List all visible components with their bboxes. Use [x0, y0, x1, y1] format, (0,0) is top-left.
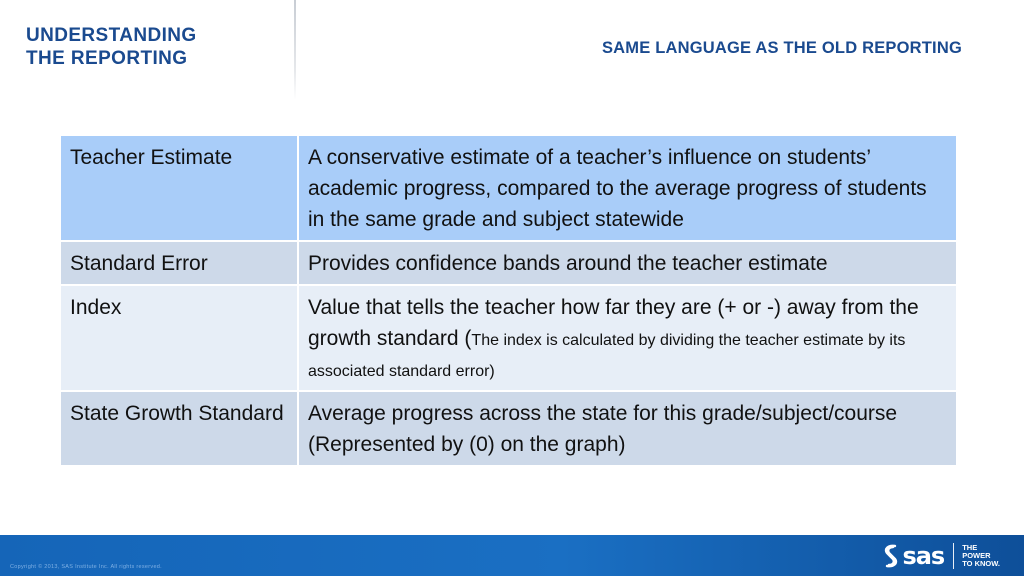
definition-cell: A conservative estimate of a teacher’s influence on students’ academic progress, compared to the average progress of students in the same grade and subject statewide — [298, 135, 957, 241]
definition-cell: Provides confidence bands around the teacher estimate — [298, 241, 957, 285]
tagline-line-1: THE — [962, 542, 978, 552]
definitions-table — [59, 134, 958, 467]
slide-title — [26, 24, 197, 70]
slide-title-line-2: THE REPORTING — [26, 48, 188, 69]
title-divider — [294, 0, 296, 100]
term-cell: Teacher Estimate — [60, 135, 298, 241]
logo-tagline — [962, 544, 1000, 568]
definition-text: Value that tells the teacher how far they are (+ or -) away from the growth standard ( — [308, 296, 919, 350]
definition-cell: Average progress across the state for this grade/subject/course (Represented by (0) on the graph) — [298, 391, 957, 466]
tagline-line-3: TO KNOW. — [962, 558, 1000, 568]
slide-title-line-1: UNDERSTANDING — [26, 25, 197, 46]
definition-cell — [298, 285, 957, 391]
slide-subtitle: SAME LANGUAGE AS THE OLD REPORTING — [601, 39, 962, 57]
sas-logo — [882, 540, 1000, 571]
term-cell: Index — [60, 285, 298, 391]
logo-separator — [953, 543, 954, 569]
table-row — [60, 391, 957, 466]
table-row — [60, 135, 957, 241]
copyright-text: Copyright © 2013, SAS Institute Inc. All rights reserved. — [10, 564, 162, 570]
footer-bar — [0, 535, 1024, 576]
term-cell: State Growth Standard — [60, 391, 298, 466]
logo-wordmark: sas — [902, 541, 945, 570]
term-cell: Standard Error — [60, 241, 298, 285]
table-row — [60, 285, 957, 391]
tagline-line-2: POWER — [962, 550, 991, 560]
sas-swirl-icon — [882, 544, 900, 568]
table-row — [60, 241, 957, 285]
definition-note: The index is calculated by dividing the teacher estimate by its associated standard error) — [308, 332, 906, 380]
